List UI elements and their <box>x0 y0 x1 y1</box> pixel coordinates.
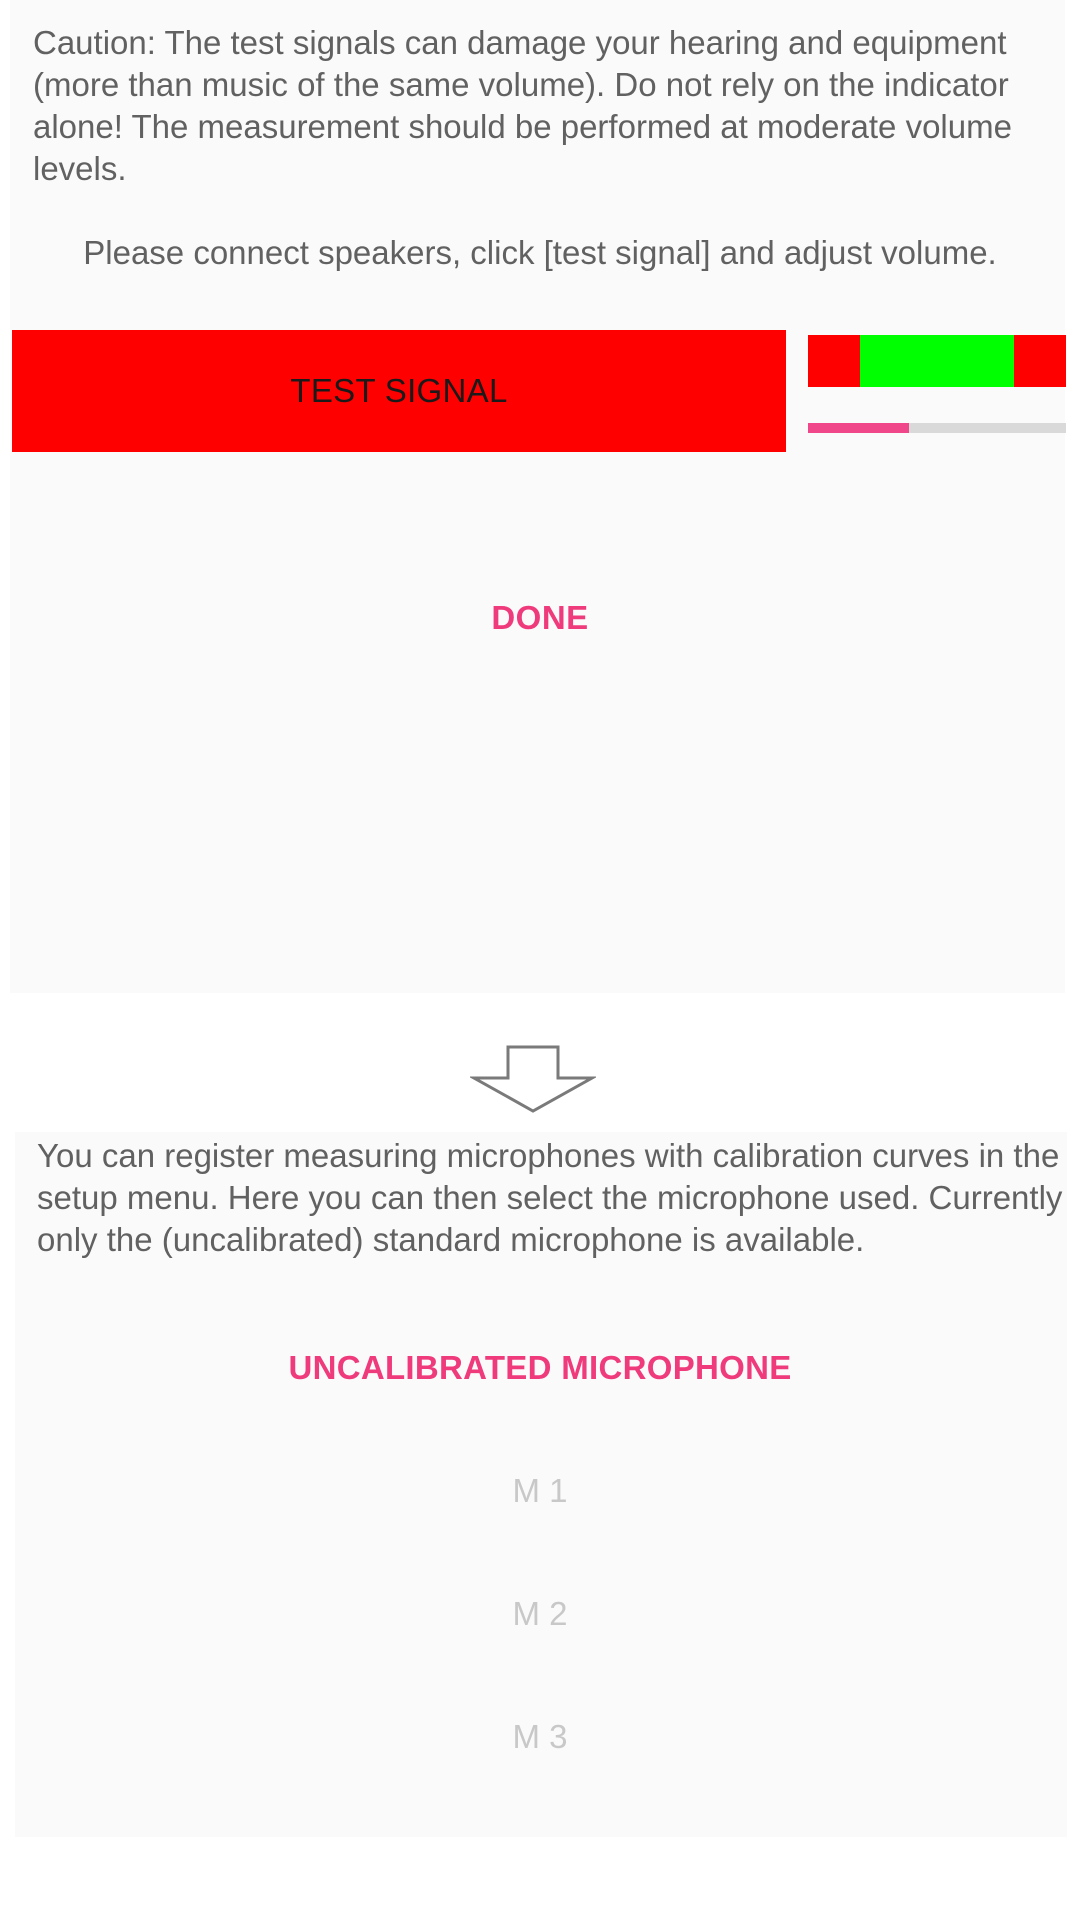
arrow-down-icon <box>470 1045 596 1115</box>
level-clip-high-zone <box>1014 335 1066 387</box>
test-signal-button[interactable] <box>12 330 786 452</box>
volume-progress-bar <box>808 423 1066 433</box>
level-ok-zone <box>860 335 1014 387</box>
volume-progress-fill <box>808 423 909 433</box>
uncalibrated-microphone-button[interactable]: UNCALIBRATED MICROPHONE <box>288 1349 792 1386</box>
microphone-option-m2[interactable]: M 2 <box>512 1595 568 1632</box>
microphone-option-m1[interactable]: M 1 <box>512 1472 568 1509</box>
instruction-text: Please connect speakers, click [test signal] and adjust volume. <box>83 234 997 271</box>
caution-text: Caution: The test signals can damage your hearing and equipment (more than music of the same volume). Do not rely on the indicator alone! The measurement should be performed at moderate volume levels. <box>33 24 1012 187</box>
microphone-info-text: You can register measuring microphones with calibration curves in the setup menu. Here you can then select the microphone used. Currently only the (uncalibrated) standard microphone is available. <box>37 1137 1063 1258</box>
microphone-option-m3[interactable]: M 3 <box>512 1718 568 1755</box>
test-signal-label: TEST SIGNAL <box>290 372 508 409</box>
level-indicator <box>808 335 1066 387</box>
done-button[interactable]: DONE <box>491 599 589 636</box>
level-clip-low-zone <box>808 335 860 387</box>
